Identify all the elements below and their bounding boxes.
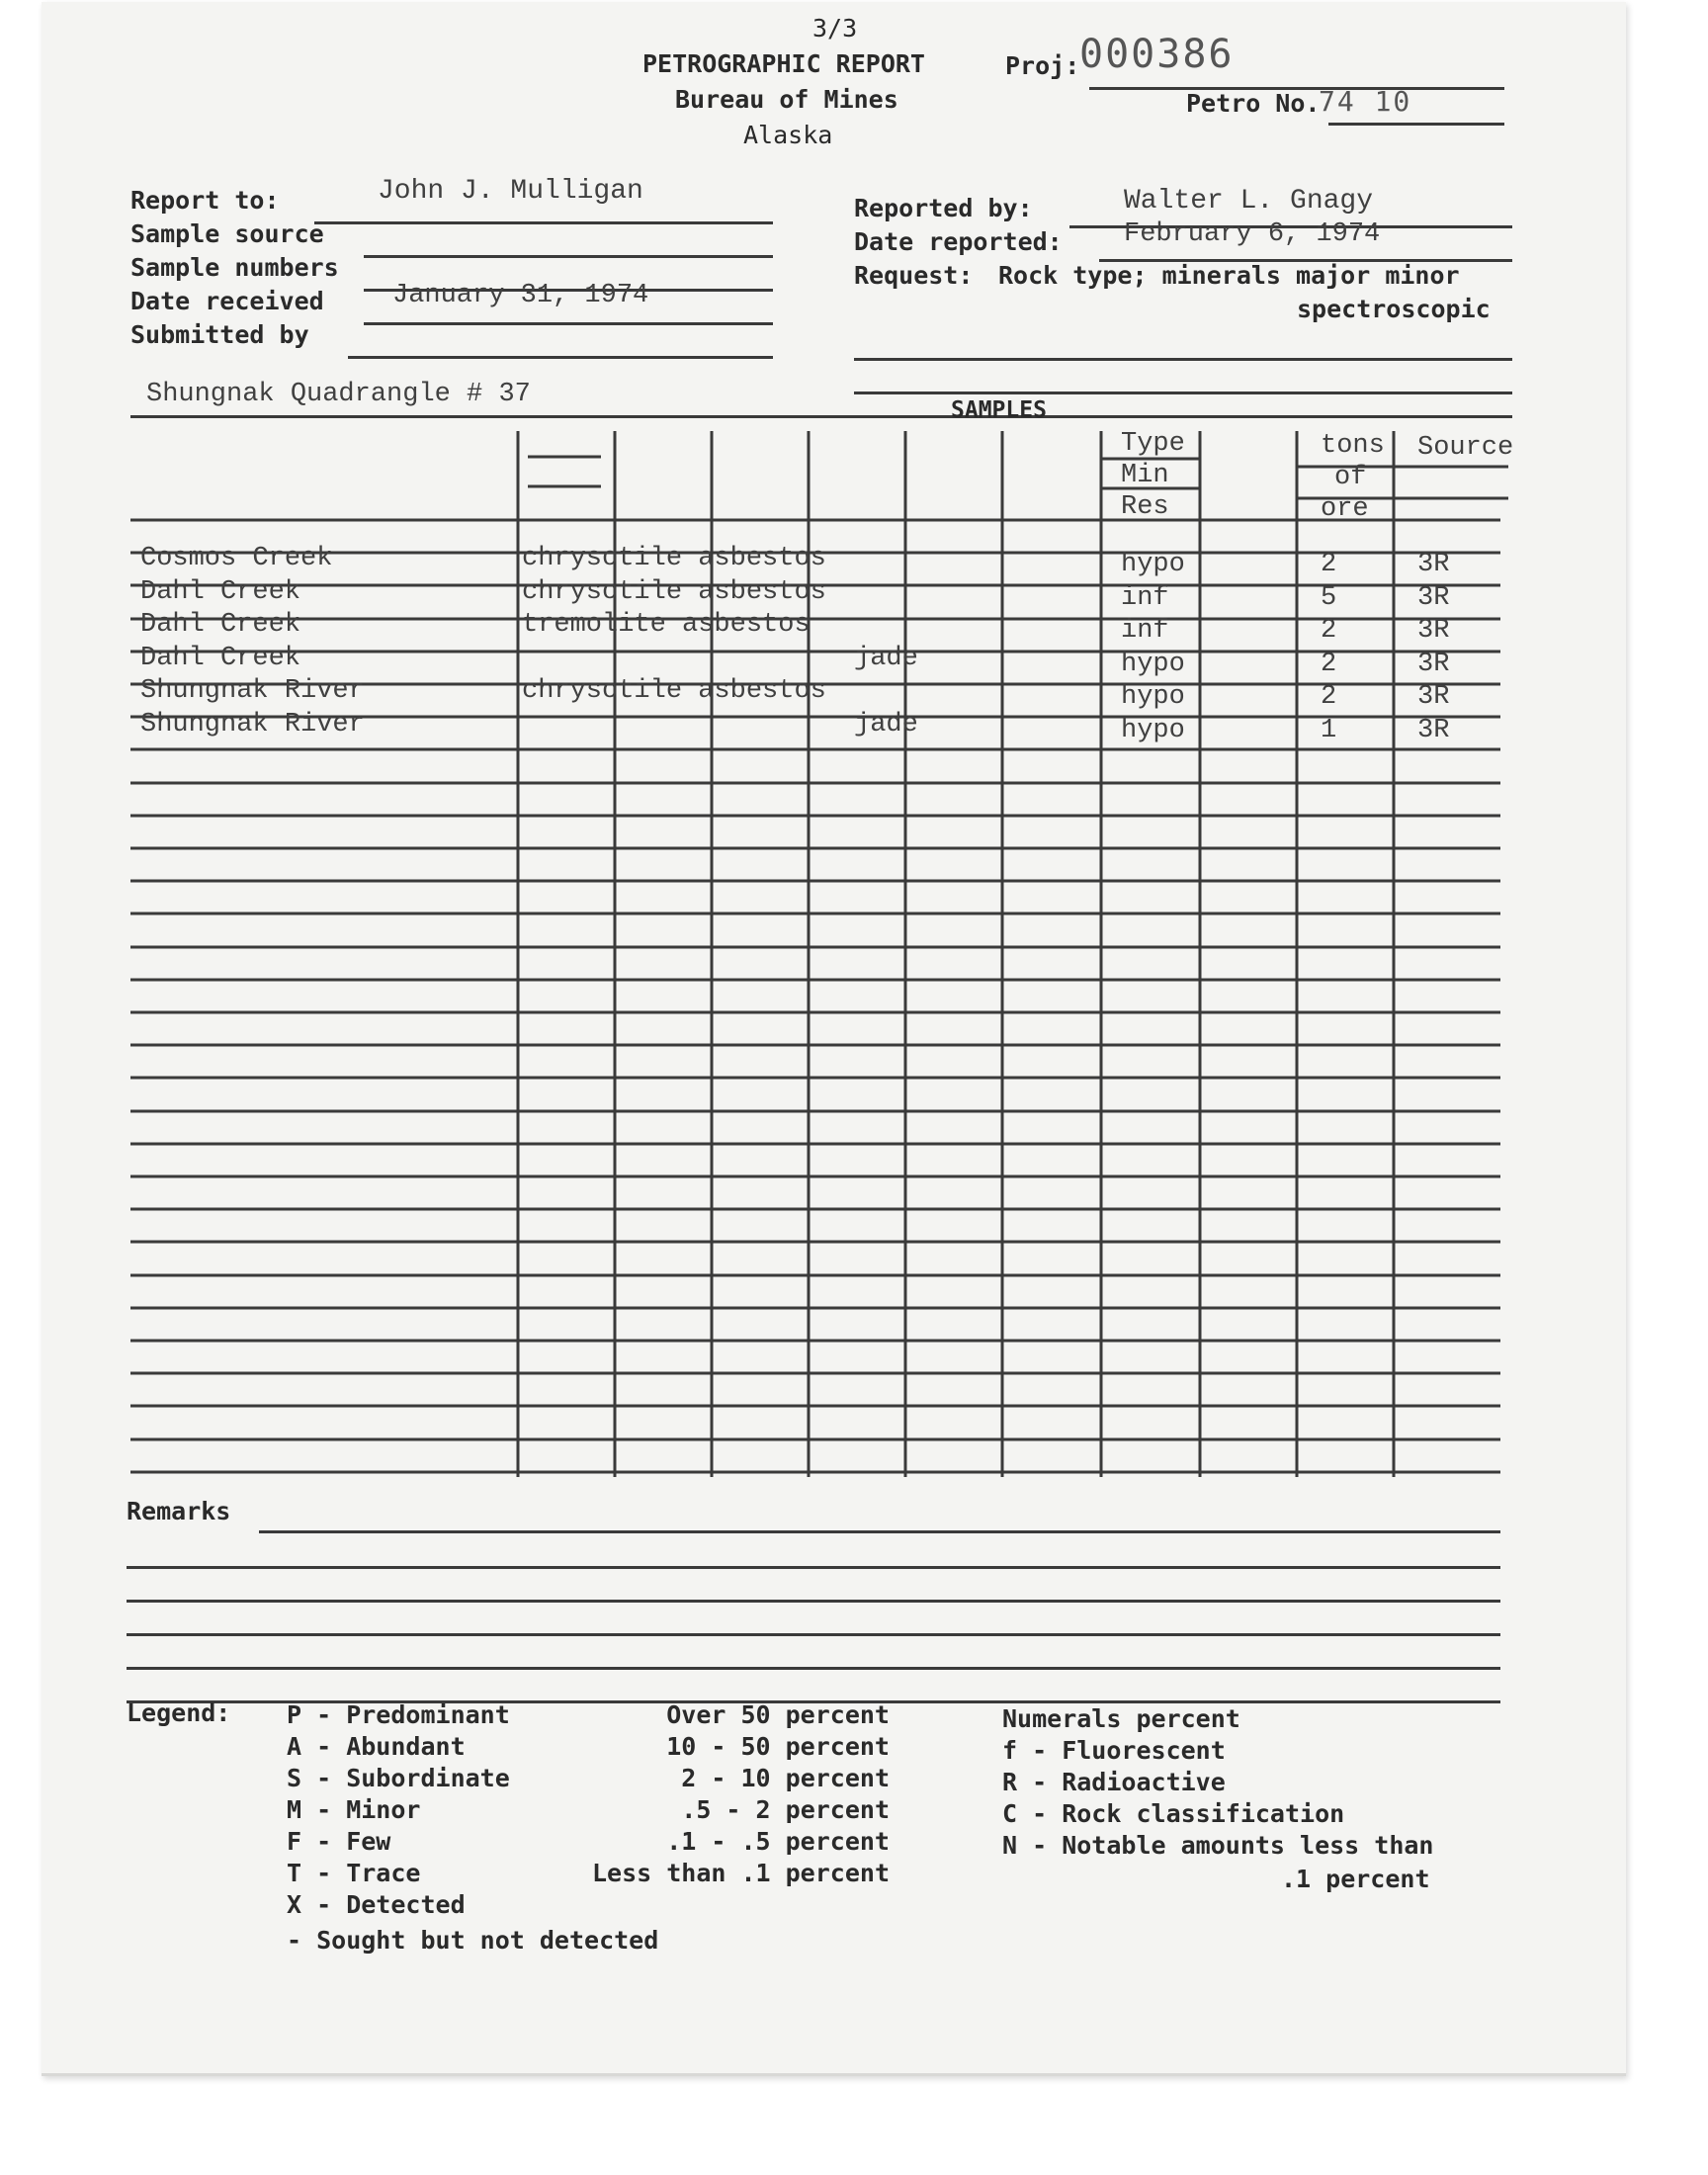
legend-note: f - Fluorescent bbox=[1002, 1736, 1226, 1765]
sample-name: Cosmos Creek bbox=[140, 544, 333, 573]
sample-tons: 2 bbox=[1321, 616, 1337, 646]
sample-mineral: chrysotile asbestos bbox=[522, 577, 826, 607]
legend-range: .5 - 2 percent bbox=[681, 1795, 890, 1824]
sample-name: Dahl Creek bbox=[140, 610, 301, 640]
header-ore: ore bbox=[1321, 494, 1369, 524]
sample-name: Dahl Creek bbox=[140, 577, 301, 607]
report-to-value: John J. Mulligan bbox=[378, 176, 643, 207]
remarks-line-4 bbox=[127, 1633, 1500, 1636]
remarks-line-5 bbox=[127, 1667, 1500, 1670]
legend-note: C - Rock classification bbox=[1002, 1799, 1345, 1828]
sample-tons: 2 bbox=[1321, 550, 1337, 579]
proj-label: Proj: bbox=[1005, 51, 1080, 80]
sample-numbers-label: Sample numbers bbox=[130, 253, 339, 282]
sample-tons: 2 bbox=[1321, 650, 1337, 679]
legend-range: Less than .1 percent bbox=[591, 1859, 890, 1887]
proj-number: 000386 bbox=[1079, 32, 1235, 77]
reported-by-label: Reported by: bbox=[854, 194, 1033, 222]
sample-source-label: Sample source bbox=[130, 219, 324, 248]
sample-source: 3R bbox=[1417, 583, 1450, 613]
page-number: 3/3 bbox=[812, 14, 858, 43]
header-res: Res bbox=[1121, 492, 1169, 522]
sample-tons: 1 bbox=[1321, 716, 1337, 745]
sample-name: Shungnak River bbox=[140, 710, 365, 740]
sample-tons: 2 bbox=[1321, 682, 1337, 712]
sample-type: hypo bbox=[1121, 550, 1185, 579]
sample-mineral: tremolite asbestos bbox=[522, 610, 811, 640]
legend-code: X - Detected bbox=[287, 1890, 466, 1919]
header-type: Type bbox=[1121, 429, 1185, 459]
sample-mineral: chrysotile asbestos bbox=[522, 676, 826, 706]
sample-type: hypo bbox=[1121, 716, 1185, 745]
legend-note: Numerals percent bbox=[1002, 1704, 1240, 1733]
sample-source: 3R bbox=[1417, 682, 1450, 712]
header-min: Min bbox=[1121, 461, 1169, 490]
legend-note: .1 percent bbox=[1281, 1865, 1430, 1893]
sample-name: Dahl Creek bbox=[140, 644, 301, 673]
header-of: of bbox=[1334, 463, 1367, 492]
header-tons: tons bbox=[1321, 431, 1385, 461]
date-received-value: January 31, 1974 bbox=[392, 281, 649, 310]
location-title: Shungnak Quadrangle # 37 bbox=[146, 380, 531, 409]
reported-by-value: Walter L. Gnagy bbox=[1124, 186, 1374, 217]
sample-type: inf bbox=[1121, 583, 1169, 613]
sample-jade: jade bbox=[854, 644, 918, 673]
sample-source: 3R bbox=[1417, 550, 1450, 579]
petro-number: 74 10 bbox=[1319, 85, 1412, 118]
request-value-1: Rock type; minerals major minor bbox=[998, 261, 1460, 290]
submitted-by-label: Submitted by bbox=[130, 320, 309, 349]
sample-jade: jade bbox=[854, 710, 918, 740]
legend-code: A - Abundant bbox=[287, 1732, 466, 1761]
legend-range: 10 - 50 percent bbox=[666, 1732, 890, 1761]
remarks-line-3 bbox=[127, 1600, 1500, 1603]
sample-type: hypo bbox=[1121, 650, 1185, 679]
legend-code: M - Minor bbox=[287, 1795, 421, 1824]
samples-label: SAMPLES bbox=[951, 397, 1047, 423]
legend-code: - Sought but not detected bbox=[287, 1926, 659, 1955]
legend-range: 2 - 10 percent bbox=[681, 1764, 890, 1792]
sample-tons: 5 bbox=[1321, 583, 1337, 613]
legend-code: S - Subordinate bbox=[287, 1764, 510, 1792]
report-to-label: Report to: bbox=[130, 186, 280, 215]
request-label: Request: bbox=[854, 261, 974, 290]
legend-code: F - Few bbox=[287, 1827, 391, 1856]
legend-range: Over 50 percent bbox=[666, 1700, 890, 1729]
report-page bbox=[42, 2, 1626, 2076]
legend-code: P - Predominant bbox=[287, 1700, 510, 1729]
legend-note: R - Radioactive bbox=[1002, 1768, 1226, 1796]
legend-range: .1 - .5 percent bbox=[666, 1827, 890, 1856]
petro-label: Petro No. bbox=[1186, 89, 1321, 118]
date-reported-label: Date reported: bbox=[854, 227, 1063, 256]
date-received-label: Date received bbox=[130, 287, 324, 315]
header-source: Source bbox=[1417, 433, 1514, 463]
legend-note: N - Notable amounts less than bbox=[1002, 1831, 1434, 1860]
request-value-2: spectroscopic bbox=[1297, 295, 1491, 323]
report-title: PETROGRAPHIC REPORT bbox=[642, 49, 925, 78]
remarks-line-1 bbox=[259, 1530, 1500, 1533]
sample-source: 3R bbox=[1417, 716, 1450, 745]
sample-name: Shungnak River bbox=[140, 676, 365, 706]
sample-type: inf bbox=[1121, 616, 1169, 646]
bureau-name: Bureau of Mines bbox=[675, 85, 898, 114]
sample-mineral: chrysotile asbestos bbox=[522, 544, 826, 573]
sample-source: 3R bbox=[1417, 650, 1450, 679]
legend-code: T - Trace bbox=[287, 1859, 421, 1887]
remarks-line-2 bbox=[127, 1566, 1500, 1569]
state-name: Alaska bbox=[743, 121, 833, 149]
legend-label: Legend: bbox=[127, 1698, 231, 1727]
sample-source: 3R bbox=[1417, 616, 1450, 646]
sample-type: hypo bbox=[1121, 682, 1185, 712]
date-reported-value: February 6, 1974 bbox=[1124, 219, 1381, 249]
remarks-label: Remarks bbox=[127, 1497, 231, 1525]
